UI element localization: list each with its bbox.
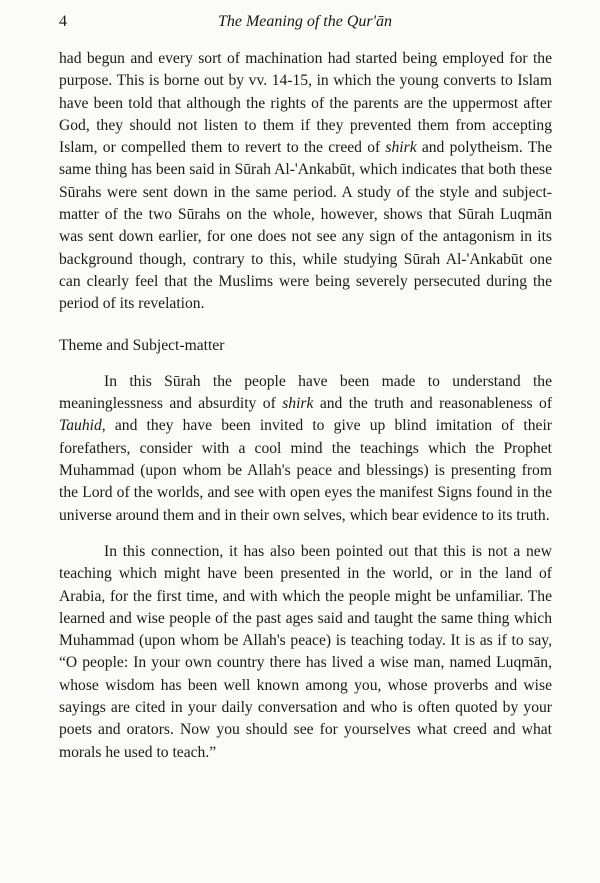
page-number: 4	[59, 13, 67, 30]
section-heading: Theme and Subject-matter	[59, 336, 225, 354]
shirk-term: shirk	[385, 139, 417, 157]
body-text	[59, 48, 552, 764]
paragraph-2-text-b: and the truth and reasonableness of	[313, 395, 553, 413]
paragraph-1	[59, 48, 552, 316]
running-title: The Meaning of the Qur'ān	[217, 13, 393, 30]
paragraph-2-text-a: In this Sūrah the people have been made to understand the meaninglessness and absurdity of	[59, 372, 552, 413]
paragraph-1-text-a: had begun and every sort of machination had started being employed for the purpose. This is borne out by vv. 14-15, in which the young converts to Islam have been told that although the rights of the parents are the uppermost after God, they should not listen to them if they prevented them from accepting Islam, or compelled them to revert to the creed of	[59, 50, 552, 157]
paragraph-1-text-b: and polytheism. The same thing has been said in Sūrah Al-'Ankabūt, which indicates that both these Sūrahs were sent down in the same period. A study of the style and subject-matter of the two Sūrahs on the whole, however, shows that Sūrah Luqmān was sent down earlier, for one does not see any sign of the antagonism in its background though, contrary to this, while studying Sūrah Al-'Ankabūt one can clearly feel that the Muslims were being severely persecuted during the period of its revelation.	[59, 139, 552, 313]
paragraph-2	[59, 371, 552, 527]
shirk-term-2: shirk	[282, 395, 314, 413]
tauhid-term: Tauhid	[59, 417, 102, 435]
paragraph-3: In this connection, it has also been pointed out that this is not a new teaching which might have been presented in the world, or in the land of Arabia, for the first time, and with which the people might be unfamiliar. The learned and wise people of the past ages said and taught the same thing which Muhammad (upon whom be Allah's peace) is teaching today. It is as if to say, “O people: In your own country there has lived a wise man, named Luqmān, whose wisdom has been well known among you, whose proverbs and wise sayings are cited in your daily conversation and who is often quoted by your poets and orators. Now you should see for yourselves what creed and what morals he used to teach.”	[59, 542, 552, 761]
page-header	[59, 13, 551, 37]
paragraph-2-text-c: , and they have been invited to give up blind imitation of their forefathers, consider with a cool mind the teachings which the Prophet Muhammad (upon whom be Allah's peace and blessings) is presenting from the Lord of the worlds, and see with open eyes the manifest Signs found in the universe around them and in their own selves, which bear evidence to its truth.	[59, 417, 552, 524]
